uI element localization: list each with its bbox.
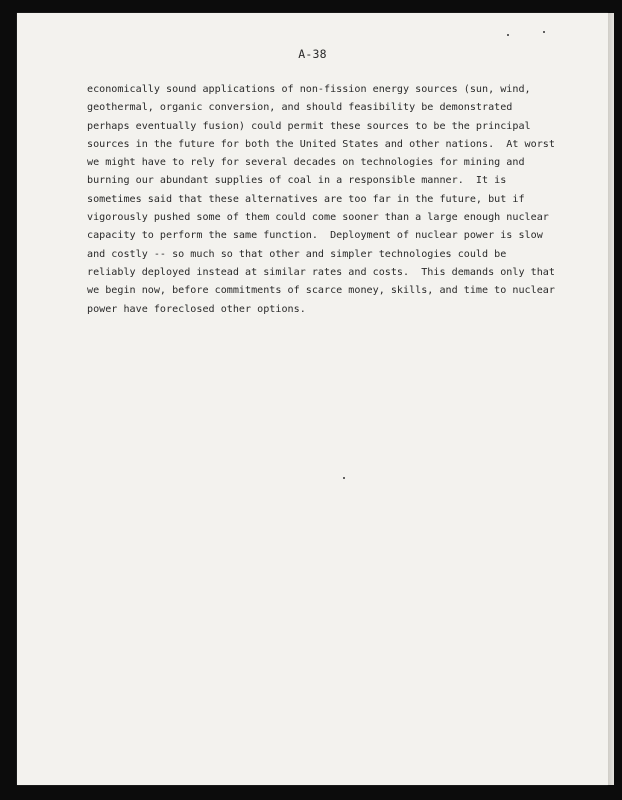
text-line: capacity to perform the same function. Deployment of nuclear power is slow — [87, 230, 543, 242]
text-line: we begin now, before commitments of scarce money, skills, and time to nuclear — [87, 285, 555, 297]
paper-speck — [543, 31, 545, 33]
text-line: vigorously pushed some of them could come sooner than a large enough nuclear — [87, 212, 549, 224]
text-line: burning our abundant supplies of coal in a responsible manner. It is — [87, 175, 507, 187]
text-line: economically sound applications of non-fission energy sources (sun, wind, — [87, 84, 531, 95]
text-line: we might have to rely for several decades on technologies for mining and — [87, 157, 525, 169]
paper-speck — [507, 34, 509, 36]
text-line: reliably deployed instead at similar rates and costs. This demands only that — [87, 266, 555, 278]
page-edge — [608, 13, 614, 785]
text-line: power have foreclosed other options. — [87, 303, 306, 315]
text-line: perhaps eventually fusion) could permit these sources to be the principal — [87, 120, 531, 132]
text-line: sources in the future for both the United States and other nations. At worst — [87, 138, 555, 150]
paper-speck — [343, 477, 345, 479]
document-page — [17, 13, 608, 785]
text-line: and costly -- so much so that other and simpler technologies could be — [87, 248, 507, 260]
text-line: geothermal, organic conversion, and should feasibility be demonstrated — [87, 102, 513, 114]
text-line: sometimes said that these alternatives are too far in the future, but if — [87, 193, 525, 205]
page-number: A-38 — [298, 47, 327, 61]
body-paragraph — [87, 81, 567, 319]
